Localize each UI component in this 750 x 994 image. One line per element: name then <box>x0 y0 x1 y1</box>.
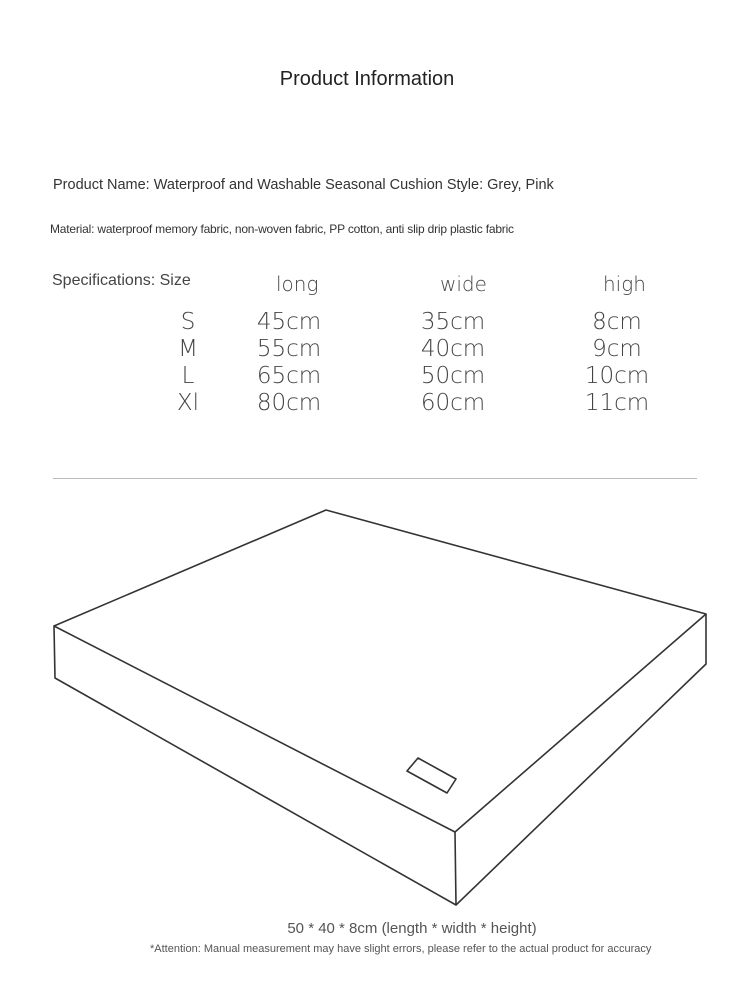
spec-long-cell: 65cm <box>256 363 322 389</box>
dimensions-caption: 50 * 40 * 8cm (length * width * height) <box>287 920 537 937</box>
spec-long-cell: 55cm <box>256 336 322 362</box>
header-high: high <box>603 272 646 296</box>
header-wide: wide <box>440 272 487 296</box>
spec-size-cell: L <box>181 363 195 389</box>
spec-high-cell: 10cm <box>584 363 650 389</box>
spec-size-cell: Xl <box>176 390 200 416</box>
cushion-label-tag <box>407 758 456 793</box>
spec-high-cell: 11cm <box>584 390 650 416</box>
spec-long-cell: 45cm <box>256 309 322 335</box>
spec-wide-cell: 35cm <box>420 309 486 335</box>
spec-long-cell: 80cm <box>256 390 322 416</box>
cushion-top-face <box>54 510 706 832</box>
spec-high-cell: 8cm <box>592 309 642 335</box>
spec-wide-cell: 60cm <box>420 390 486 416</box>
page-title: Product Information <box>279 68 455 90</box>
specifications-label: Specifications: Size <box>52 272 191 289</box>
product-name: Product Name: Waterproof and Washable Seasonal Cushion Style: Grey, Pink <box>53 177 554 193</box>
material: Material: waterproof memory fabric, non-woven fabric, PP cotton, anti slip drip plastic fabric <box>50 222 514 236</box>
spec-high-cell: 9cm <box>592 336 642 362</box>
spec-size-cell: M <box>178 336 198 362</box>
attention-note: *Attention: Manual measurement may have slight errors, please refer to the actual product for accuracy <box>150 943 652 955</box>
cushion-left-face <box>54 626 456 905</box>
spec-wide-cell: 50cm <box>420 363 486 389</box>
spec-wide-cell: 40cm <box>420 336 486 362</box>
spec-size-cell: S <box>180 309 196 335</box>
cushion-right-face <box>456 614 706 905</box>
header-long: long <box>276 272 319 296</box>
